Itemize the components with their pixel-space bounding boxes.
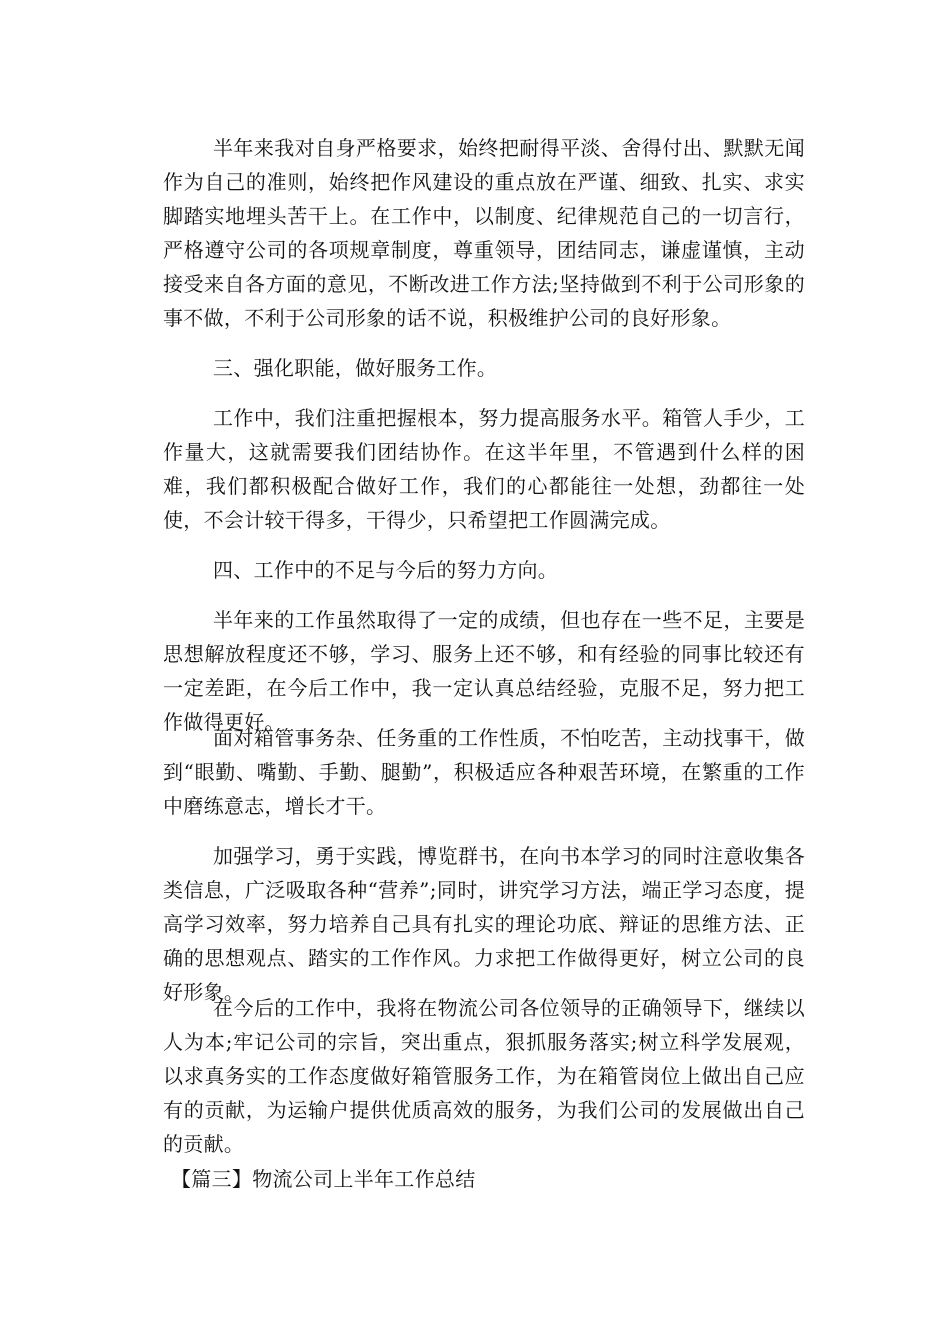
paragraph-self-discipline: 半年来我对自身严格要求，始终把耐得平淡、舍得付出、默默无闻作为自己的准则，始终把作风建设的重点放在严谨、细致、扎实、求实脚踏实地埋头苦干上。在工作中，以制度、纪律规范自己的一切言行，严格遵守公司的各项规章制度，尊重领导，团结同志，谦虚谨慎，主动接受来自各方面的意见，不断改进工作方法;坚持做到不利于公司形象的事不做，不利于公司形象的话不说，积极维护公司的良好形象。 xyxy=(163,136,805,330)
paragraph-teamwork: 工作中，我们注重把握根本，努力提高服务水平。箱管人手少，工作量大，这就需要我们团结协作。在这半年里，不管遇到什么样的困难，我们都积极配合做好工作，我们的心都能往一处想，劲都往一处使，不会计较干得多，干得少，只希望把工作圆满完成。 xyxy=(163,406,805,532)
paragraph-future-work: 在今后的工作中，我将在物流公司各位领导的正确领导下，继续以人为本;牢记公司的宗旨，突出重点，狠抓服务落实;树立科学发展观，以求真务实的工作态度做好箱管服务工作，为在箱管岗位上做出自己应有的贡献，为运输户提供优质高效的服务，为我们公司的发展做出自己的贡献。 xyxy=(163,996,805,1156)
heading-shortcomings: 四、工作中的不足与今后的努力方向。 xyxy=(213,558,559,582)
paragraph-shortcomings: 半年来的工作虽然取得了一定的成绩，但也存在一些不足，主要是思想解放程度还不够，学习、服务上还不够，和有经验的同事比较还有一定差距，在今后工作中，我一定认真总结经验，克服不足，努力把工作做得更好。 xyxy=(163,608,805,734)
section-title: 【篇三】物流公司上半年工作总结 xyxy=(171,1167,476,1191)
heading-strengthen-functions: 三、强化职能，做好服务工作。 xyxy=(213,356,498,380)
paragraph-hardwork: 面对箱管事务杂、任务重的工作性质，不怕吃苦，主动找事干，做到“眼勤、嘴勤、手勤、腿勤”，积极适应各种艰苦环境，在繁重的工作中磨练意志，增长才干。 xyxy=(163,726,805,818)
paragraph-learning: 加强学习，勇于实践，博览群书，在向书本学习的同时注意收集各类信息，广泛吸取各种“营养”;同时，讲究学习方法，端正学习态度，提高学习效率，努力培养自己具有扎实的理论功底、辩证的思维方法、正确的思想观点、踏实的工作作风。力求把工作做得更好，树立公司的良好形象。 xyxy=(163,844,805,1004)
